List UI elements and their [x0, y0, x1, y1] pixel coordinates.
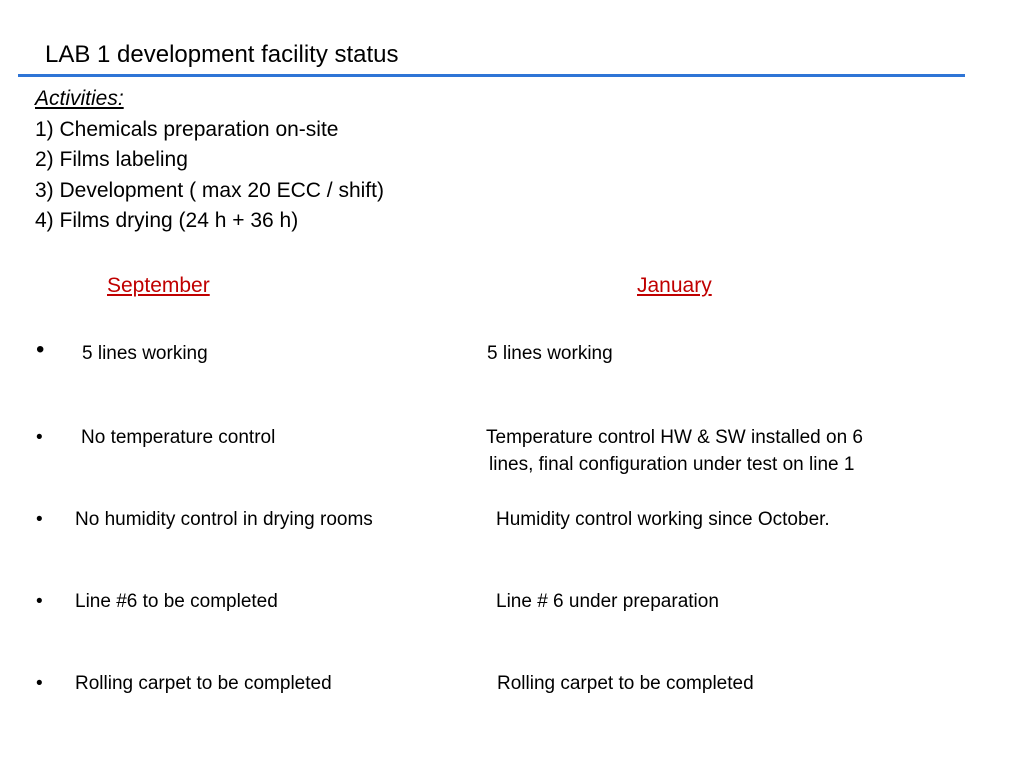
- bullet-point: •: [36, 336, 45, 363]
- september-status: No temperature control: [81, 427, 276, 448]
- comparison-row: [36, 424, 956, 478]
- comparison-row: [36, 506, 936, 533]
- september-status: Rolling carpet to be completed: [75, 673, 332, 694]
- bullet-point: •: [36, 591, 43, 612]
- comparison-row: [36, 670, 936, 697]
- activities-list: [35, 84, 384, 237]
- activity-item: 4) Films drying (24 h + 36 h): [35, 209, 299, 232]
- january-status: Rolling carpet to be completed: [497, 673, 754, 694]
- activity-item: 2) Films labeling: [35, 148, 188, 171]
- comparison-row: [36, 588, 936, 615]
- activities-heading: Activities:: [35, 87, 124, 110]
- september-column-header: September: [107, 274, 210, 297]
- slide-title: LAB 1 development facility status: [45, 41, 399, 68]
- january-status: 5 lines working: [487, 343, 613, 364]
- january-status-continued: lines, final configuration under test on line 1: [489, 454, 855, 475]
- september-status: 5 lines working: [82, 343, 208, 364]
- bullet-point: •: [36, 509, 43, 530]
- january-column-header: January: [637, 274, 712, 297]
- september-status: No humidity control in drying rooms: [75, 509, 373, 530]
- bullet-point: •: [36, 427, 43, 448]
- january-status: Line # 6 under preparation: [496, 591, 719, 612]
- activity-item: 3) Development ( max 20 ECC / shift): [35, 178, 384, 202]
- september-status: Line #6 to be completed: [75, 591, 278, 612]
- january-status: Humidity control working since October.: [496, 509, 830, 530]
- january-status: Temperature control HW & SW installed on 6: [486, 427, 863, 448]
- bullet-point: •: [36, 673, 43, 694]
- comparison-row: [36, 336, 936, 367]
- activity-item: 1) Chemicals preparation on-site: [35, 117, 339, 141]
- title-underline-rule: [18, 74, 965, 77]
